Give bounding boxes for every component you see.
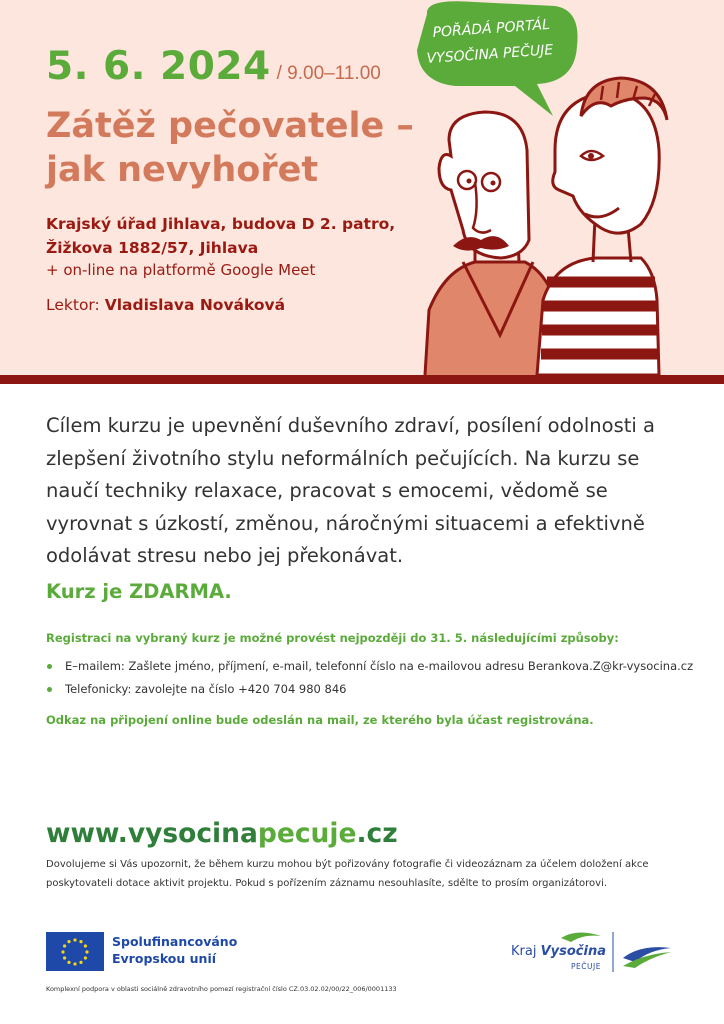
kraj-name: Vysočina (540, 944, 606, 959)
bubble-line-2: VYSOČINA PEČUJE (426, 42, 554, 67)
online-platform: + on-line na platformě Google Meet (46, 261, 316, 279)
kraj-vysocina-logo (511, 928, 681, 976)
registration-email-item (46, 655, 693, 678)
kraj-subtitle: PEČUJE (571, 962, 601, 971)
lector-label: Lektor: (46, 296, 100, 314)
eu-flag-icon (46, 932, 104, 971)
event-date-line (46, 44, 381, 89)
website-suffix: .cz (356, 818, 398, 849)
event-venue (46, 212, 395, 260)
header-divider (0, 375, 724, 384)
speech-bubble (417, 1, 578, 116)
event-time: / 9.00–11.00 (276, 63, 381, 84)
course-free-note: Kurz je ZDARMA. (46, 580, 232, 603)
website-link[interactable] (46, 818, 398, 849)
caregivers-illustration (405, 0, 724, 375)
registration-phone-item (46, 678, 693, 701)
registration-list (46, 655, 693, 701)
younger-woman-figure (537, 78, 667, 375)
eu-cofinanced-label (112, 933, 237, 967)
registration-heading: Registraci na vybraný kurz je možné provést nejpozději do 31. 5. následujícími způsoby: (46, 631, 619, 645)
event-title: Zátěž pečovatele – jak nevyhořet (46, 106, 414, 190)
bubble-line-1: POŘÁDÁ PORTÁL (432, 16, 551, 41)
event-date: 5. 6. 2024 (46, 44, 271, 89)
online-link-note: Odkaz na připojení online bude odeslán na mail, ze kterého byla účast registrována. (46, 713, 594, 727)
website-accent: pecuje (257, 818, 357, 849)
course-description: Cílem kurzu je upevnění duševního zdraví, posílení odolnosti a zlepšení životního stylu neformálních pečujících. Na kurzu se naučí techniky relaxace, pracovat s emocemi, vědomě se vyrovnat s úzkostí, změnou, náročnými situacemi a efektivně odolávat stresu nebo jej překonávat. (46, 414, 655, 567)
eu-line-2: Evropskou unií (112, 951, 217, 966)
venue-line-1: Krajský úřad Jihlava, budova D 2. patro, (46, 215, 396, 233)
project-registration-note: Komplexní podpora v oblasti sociálně zdravotního pomezí registrační číslo CZ.03.02.02/00/22_006/0001133 (46, 985, 397, 993)
kraj-prefix: Kraj (511, 944, 541, 959)
lector-line (46, 296, 285, 314)
older-man-figure (425, 112, 555, 375)
photo-disclaimer: Dovolujeme si Vás upozornit, že během kurzu mohou být pořizovány fotografie či videozáznam za účelem doložení akce poskytovateli dotace aktivit projektu. Pokud s pořízením záznamu nesouhlasíte, sdělte to prosím organizátorovi. (46, 859, 649, 889)
lector-name: Vladislava Nováková (104, 296, 286, 314)
registration-phone-text: Telefonicky: zavolejte na číslo +420 704 980 846 (65, 682, 347, 696)
bullet-icon (47, 664, 52, 669)
venue-line-2: Žižkova 1882/57, Jihlava (46, 239, 259, 257)
kraj-wordmark (511, 944, 606, 959)
registration-email-text: E–mailem: Zašlete jméno, příjmení, e-mail, telefonní číslo na e-mailovou adresu Berankova.Z@kr-vysocina.cz (65, 659, 694, 673)
eu-line-1: Spolufinancováno (112, 934, 238, 949)
website-prefix: www.vysocina (46, 818, 258, 849)
bullet-icon (47, 687, 52, 692)
